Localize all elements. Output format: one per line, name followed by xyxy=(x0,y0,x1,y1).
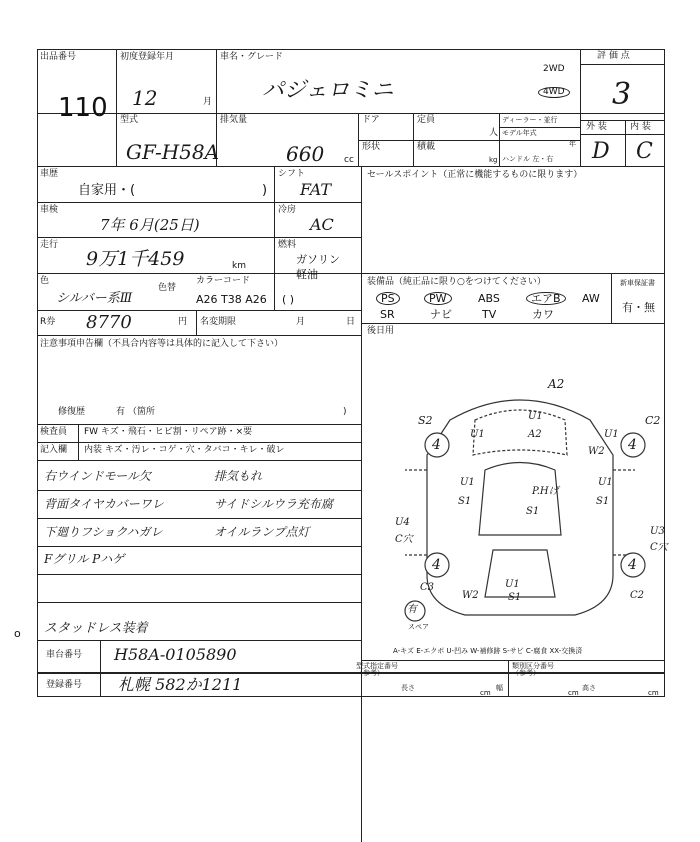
cm-unit: cm xyxy=(568,689,579,697)
r-ticket-unit: 円 xyxy=(178,317,188,327)
divider xyxy=(580,49,581,166)
damage-label: U3 xyxy=(650,526,665,537)
fuel-label: 燃料 xyxy=(278,240,297,250)
damage-label: S1 xyxy=(526,506,540,517)
caution-label: 注意事項申告欄（不具合内容等は具体的に記入して下さい） xyxy=(40,339,284,349)
note-line: サイドシルウラ充布腐 xyxy=(214,497,333,511)
exterior-grade: D xyxy=(592,139,610,164)
model-name: パジェロミニ xyxy=(262,78,394,103)
damage-label: W2 xyxy=(588,446,605,457)
interior-grade: C xyxy=(636,139,653,164)
damage-label: C2 xyxy=(630,590,645,601)
damage-label: P.Hげ xyxy=(532,486,559,497)
shift-value: FAT xyxy=(300,180,332,199)
r-ticket-label: R券 xyxy=(40,317,56,327)
note-line: 背面タイヤカバーワレ xyxy=(44,497,164,511)
divider xyxy=(37,202,361,203)
usage-close: ) xyxy=(262,183,268,198)
divider xyxy=(361,166,362,842)
height-label: 高さ xyxy=(582,684,596,692)
divider xyxy=(361,273,665,274)
divider xyxy=(580,120,665,121)
shift-label: シフト xyxy=(278,169,306,179)
note-line: Fグリル Pハゲ xyxy=(44,552,125,566)
equipment-ps: PS xyxy=(376,292,400,305)
equipment-airbag: エアB xyxy=(526,292,566,305)
divider xyxy=(78,424,79,460)
divider xyxy=(611,273,612,323)
owner-day-unit: 日 xyxy=(346,317,356,327)
after-label: 後日用 xyxy=(367,326,395,336)
damage-label: W2 xyxy=(462,590,479,601)
tire-number: 4 xyxy=(628,437,637,453)
divider xyxy=(274,166,275,310)
inspector-codes: FW キズ・飛石・ヒビ割・リペア跡・×要 xyxy=(84,427,253,437)
color-code-value: A26 T38 A26 xyxy=(196,293,267,306)
damage-label: S1 xyxy=(458,496,472,507)
damage-label: A2 xyxy=(528,429,542,440)
divider xyxy=(361,660,665,661)
equipment-aw: AW xyxy=(582,292,600,305)
damage-label: U1 xyxy=(470,429,485,440)
damage-label: C穴 xyxy=(650,542,668,553)
equipment-pw: PW xyxy=(424,292,452,305)
reg-label: 登録番号 xyxy=(46,680,83,690)
reg-value: 札幌 582か1211 xyxy=(118,675,243,694)
divider xyxy=(580,134,665,135)
first-reg-year: 12 xyxy=(132,86,158,110)
divider xyxy=(37,237,361,238)
rating-label: 評 価 点 xyxy=(597,51,630,61)
inspection-value: 7年 6月(25日) xyxy=(100,216,200,234)
divider xyxy=(37,460,361,461)
class-label: 類別区分番号（参考） xyxy=(512,662,554,677)
spare-mark: 有 xyxy=(407,604,417,615)
color-value: シルバー系Ⅲ xyxy=(56,291,133,306)
rating: 3 xyxy=(612,77,632,112)
owner-month-unit: 月 xyxy=(296,317,306,327)
divider xyxy=(358,140,580,141)
tire-number: 4 xyxy=(432,557,441,573)
divider xyxy=(37,113,665,114)
divider xyxy=(37,442,361,443)
interior-label: 内 装 xyxy=(630,122,651,132)
warranty-value: 有・無 xyxy=(622,301,655,314)
damage-legend: A-キズ E-エクボ U-凹み W-補修跡 S-サビ C-腐食 XX-交換済 xyxy=(393,647,583,655)
equipment-navi: ナビ xyxy=(430,308,452,321)
load-label: 積載 xyxy=(417,142,436,152)
divider xyxy=(37,490,361,491)
color-code-label: カラーコード xyxy=(196,276,251,286)
repair-close: ) xyxy=(343,407,347,417)
divider xyxy=(196,310,197,335)
writer-label: 記入欄 xyxy=(40,445,68,455)
type-designation-label: 型式指定番号（参考） xyxy=(356,662,398,677)
paint-label: 色替 xyxy=(158,283,177,293)
cm-unit: cm xyxy=(480,689,491,697)
mileage-unit: km xyxy=(232,261,246,271)
equipment-label: 装備品（純正品に限り○をつけてください） xyxy=(367,277,546,287)
divider xyxy=(37,602,361,603)
divider xyxy=(499,127,580,128)
owner-change-label: 名変期限 xyxy=(200,317,237,327)
lot-number: 110 xyxy=(58,93,108,123)
color-code-paren: ( ) xyxy=(282,293,295,306)
year-unit: 年 xyxy=(569,140,576,148)
equipment-leather: カワ xyxy=(532,308,554,321)
damage-label: S2 xyxy=(418,414,433,427)
divider xyxy=(37,335,361,336)
hole-mark: o xyxy=(14,627,21,640)
damage-label: C2 xyxy=(645,414,661,427)
damage-label: U1 xyxy=(505,579,520,590)
model-code: GF-H58A xyxy=(126,140,220,164)
cm-unit: cm xyxy=(648,689,659,697)
damage-label: C3 xyxy=(420,582,435,593)
damage-label: A2 xyxy=(548,377,565,391)
equipment-abs: ABS xyxy=(478,292,500,305)
note-line: オイルランプ点灯 xyxy=(214,525,310,539)
load-unit: kg xyxy=(489,156,498,164)
doors-label: ドア xyxy=(362,115,380,125)
damage-label: U1 xyxy=(528,411,543,422)
note-line: 排気もれ xyxy=(214,469,263,483)
ac-label: 冷房 xyxy=(278,205,297,215)
chassis-value: H58A-0105890 xyxy=(114,645,237,664)
note-line: 右ウインドモール欠 xyxy=(44,469,151,483)
handle-label: ハンドル 左・右 xyxy=(502,155,554,163)
width-label: 幅 xyxy=(496,684,503,692)
usage-value: 自家用・( xyxy=(78,183,136,198)
damage-label: C穴 xyxy=(395,534,413,545)
chassis-label: 車台番号 xyxy=(46,650,83,660)
spare-label: スペア xyxy=(408,623,429,631)
displacement-label: 排気量 xyxy=(220,115,248,125)
capacity-label: 定員 xyxy=(417,115,436,125)
damage-label: U1 xyxy=(604,429,619,440)
divider xyxy=(580,64,665,65)
damage-label: U1 xyxy=(598,477,613,488)
warranty-label: 新車保証書 xyxy=(620,279,655,287)
tire-number: 4 xyxy=(628,557,637,573)
inspection-label: 車検 xyxy=(40,205,59,215)
repair-value: 有 （箇所 xyxy=(116,407,155,417)
month-unit: 月 xyxy=(203,97,213,107)
studless-note: スタッドレス装着 xyxy=(44,621,148,636)
model-name-label: 車名・グレード xyxy=(220,52,284,62)
divider xyxy=(508,660,509,696)
equipment-sr: SR xyxy=(380,308,395,321)
displacement-unit: cc xyxy=(344,155,354,165)
usage-label: 車歴 xyxy=(40,169,59,179)
mileage-label: 走行 xyxy=(40,240,59,250)
divider xyxy=(37,166,665,167)
r-ticket-value: 8770 xyxy=(86,312,132,333)
displacement: 660 xyxy=(286,142,325,166)
damage-label: U1 xyxy=(460,477,475,488)
equipment-tv: TV xyxy=(482,308,497,321)
divider xyxy=(37,574,361,575)
model-code-label: 型式 xyxy=(120,115,139,125)
model-year-label: モデル年式 xyxy=(502,129,537,137)
divider xyxy=(37,640,361,641)
dealer-label: ディーラー・並行 xyxy=(502,116,558,124)
divider xyxy=(625,120,626,166)
damage-label: S1 xyxy=(508,592,522,603)
divider xyxy=(37,546,361,547)
damage-label: U4 xyxy=(395,517,410,528)
length-label: 長さ xyxy=(401,684,415,692)
capacity-unit: 人 xyxy=(489,128,499,138)
exterior-label: 外 装 xyxy=(586,122,607,132)
repair-label: 修復歴 xyxy=(58,407,86,417)
divider xyxy=(37,424,361,425)
color-label: 色 xyxy=(40,276,50,286)
drive-4wd: 4WD xyxy=(538,87,570,98)
divider xyxy=(116,49,117,166)
divider xyxy=(361,323,665,324)
first-reg-label: 初度登録年月 xyxy=(120,52,175,62)
lot-label: 出品番号 xyxy=(40,52,77,62)
mileage-value: 9万1千459 xyxy=(86,248,185,270)
note-line: 下廻りフショクハガレ xyxy=(44,525,163,539)
ac-value: AC xyxy=(310,215,334,234)
writer-codes: 内装 キズ・汚レ・コゲ・穴・タバコ・キレ・破レ xyxy=(84,445,285,455)
damage-label: S1 xyxy=(596,496,610,507)
drive-2wd: 2WD xyxy=(543,64,565,74)
tire-number: 4 xyxy=(432,437,441,453)
shape-label: 形状 xyxy=(362,142,381,152)
sales-label: セールスポイント（正常に機能するものに限ります） xyxy=(367,170,583,180)
fuel-options: ガソリン 軽油 xyxy=(296,253,340,282)
inspector-label: 検査員 xyxy=(40,427,68,437)
divider xyxy=(37,518,361,519)
divider xyxy=(37,310,361,311)
